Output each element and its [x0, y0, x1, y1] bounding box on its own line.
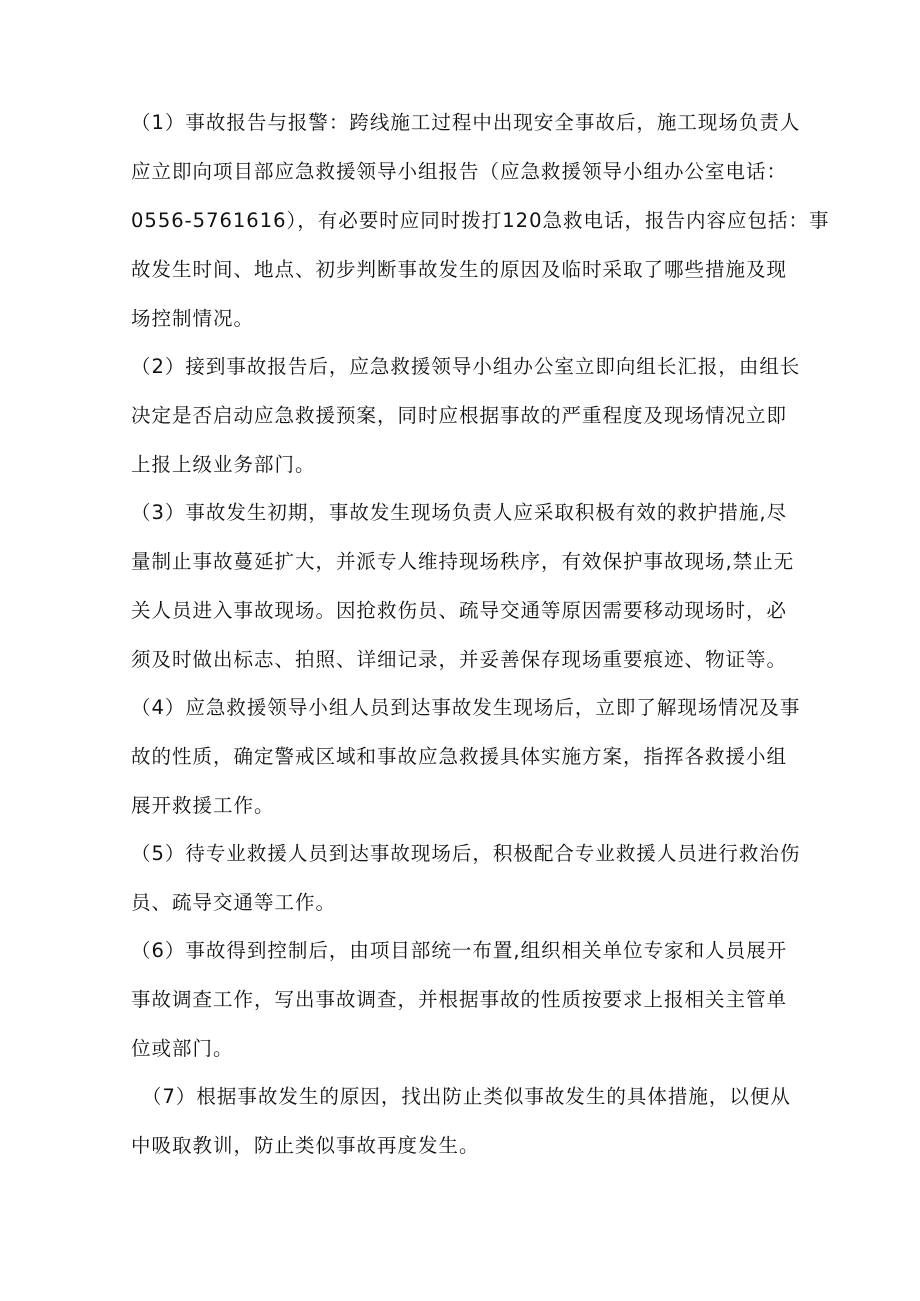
paragraph-3-line-2: 量制止事故蔓延扩大，并派专人维持现场秩序，有效保护事故现场,禁止无 [131, 550, 795, 573]
paragraph-3-line-4: 须及时做出标志、拍照、详细记录，并妥善保存现场重要痕迹、物证等。 [131, 648, 788, 671]
paragraph-4-line-1: （4）应急救援领导小组人员到达事故发生现场后，立即了解现场情况及事 [131, 696, 801, 719]
paragraph-7-line-2: 中吸取教训，防止类似事故再度发生。 [131, 1134, 480, 1157]
paragraph-6-line-1: （6）事故得到控制后，由项目部统一布置,组织相关单位专家和人员展开 [131, 939, 788, 962]
paragraph-1-line-3: 0556-5761616），有必要时应同时拨打120急救电话，报告内容应包括：事 [131, 209, 830, 232]
paragraph-4-line-3: 展开救援工作。 [131, 794, 275, 817]
paragraph-3-line-1: （3）事故发生初期，事故发生现场负责人应采取积极有效的救护措施,尽 [131, 501, 788, 524]
paragraph-2-line-3: 上报上级业务部门。 [131, 453, 316, 476]
paragraph-5-line-1: （5）待专业救援人员到达事故现场后，积极配合专业救援人员进行救治伤 [131, 842, 801, 865]
paragraph-5-line-2: 员、疏导交通等工作。 [131, 891, 337, 914]
paragraph-1-line-2: 应立即向项目部应急救援领导小组报告（应急救援领导小组办公室电话： [131, 160, 788, 183]
paragraph-1-line-1: （1）事故报告与报警：跨线施工过程中出现安全事故后，施工现场负责人 [131, 111, 801, 134]
paragraph-6-line-2: 事故调查工作，写出事故调查，并根据事故的性质按要求上报相关主管单 [131, 988, 788, 1011]
paragraph-1-line-4: 故发生时间、地点、初步判断事故发生的原因及临时采取了哪些措施及现 [131, 258, 788, 281]
paragraph-4-line-2: 故的性质，确定警戒区域和事故应急救援具体实施方案，指挥各救援小组 [131, 745, 788, 768]
paragraph-6-line-3: 位或部门。 [131, 1037, 234, 1060]
paragraph-2-line-1: （2）接到事故报告后，应急救援领导小组办公室立即向组长汇报，由组长 [131, 355, 801, 378]
paragraph-2-line-2: 决定是否启动应急救援预案，同时应根据事故的严重程度及现场情况立即 [131, 404, 788, 427]
paragraph-7-line-1: （7）根据事故发生的原因，找出防止类似事故发生的具体措施，以便从 [142, 1085, 791, 1108]
paragraph-3-line-3: 关人员进入事故现场。因抢救伤员、疏导交通等原因需要移动现场时，必 [131, 599, 788, 622]
paragraph-1-line-5: 场控制情况。 [131, 307, 255, 330]
